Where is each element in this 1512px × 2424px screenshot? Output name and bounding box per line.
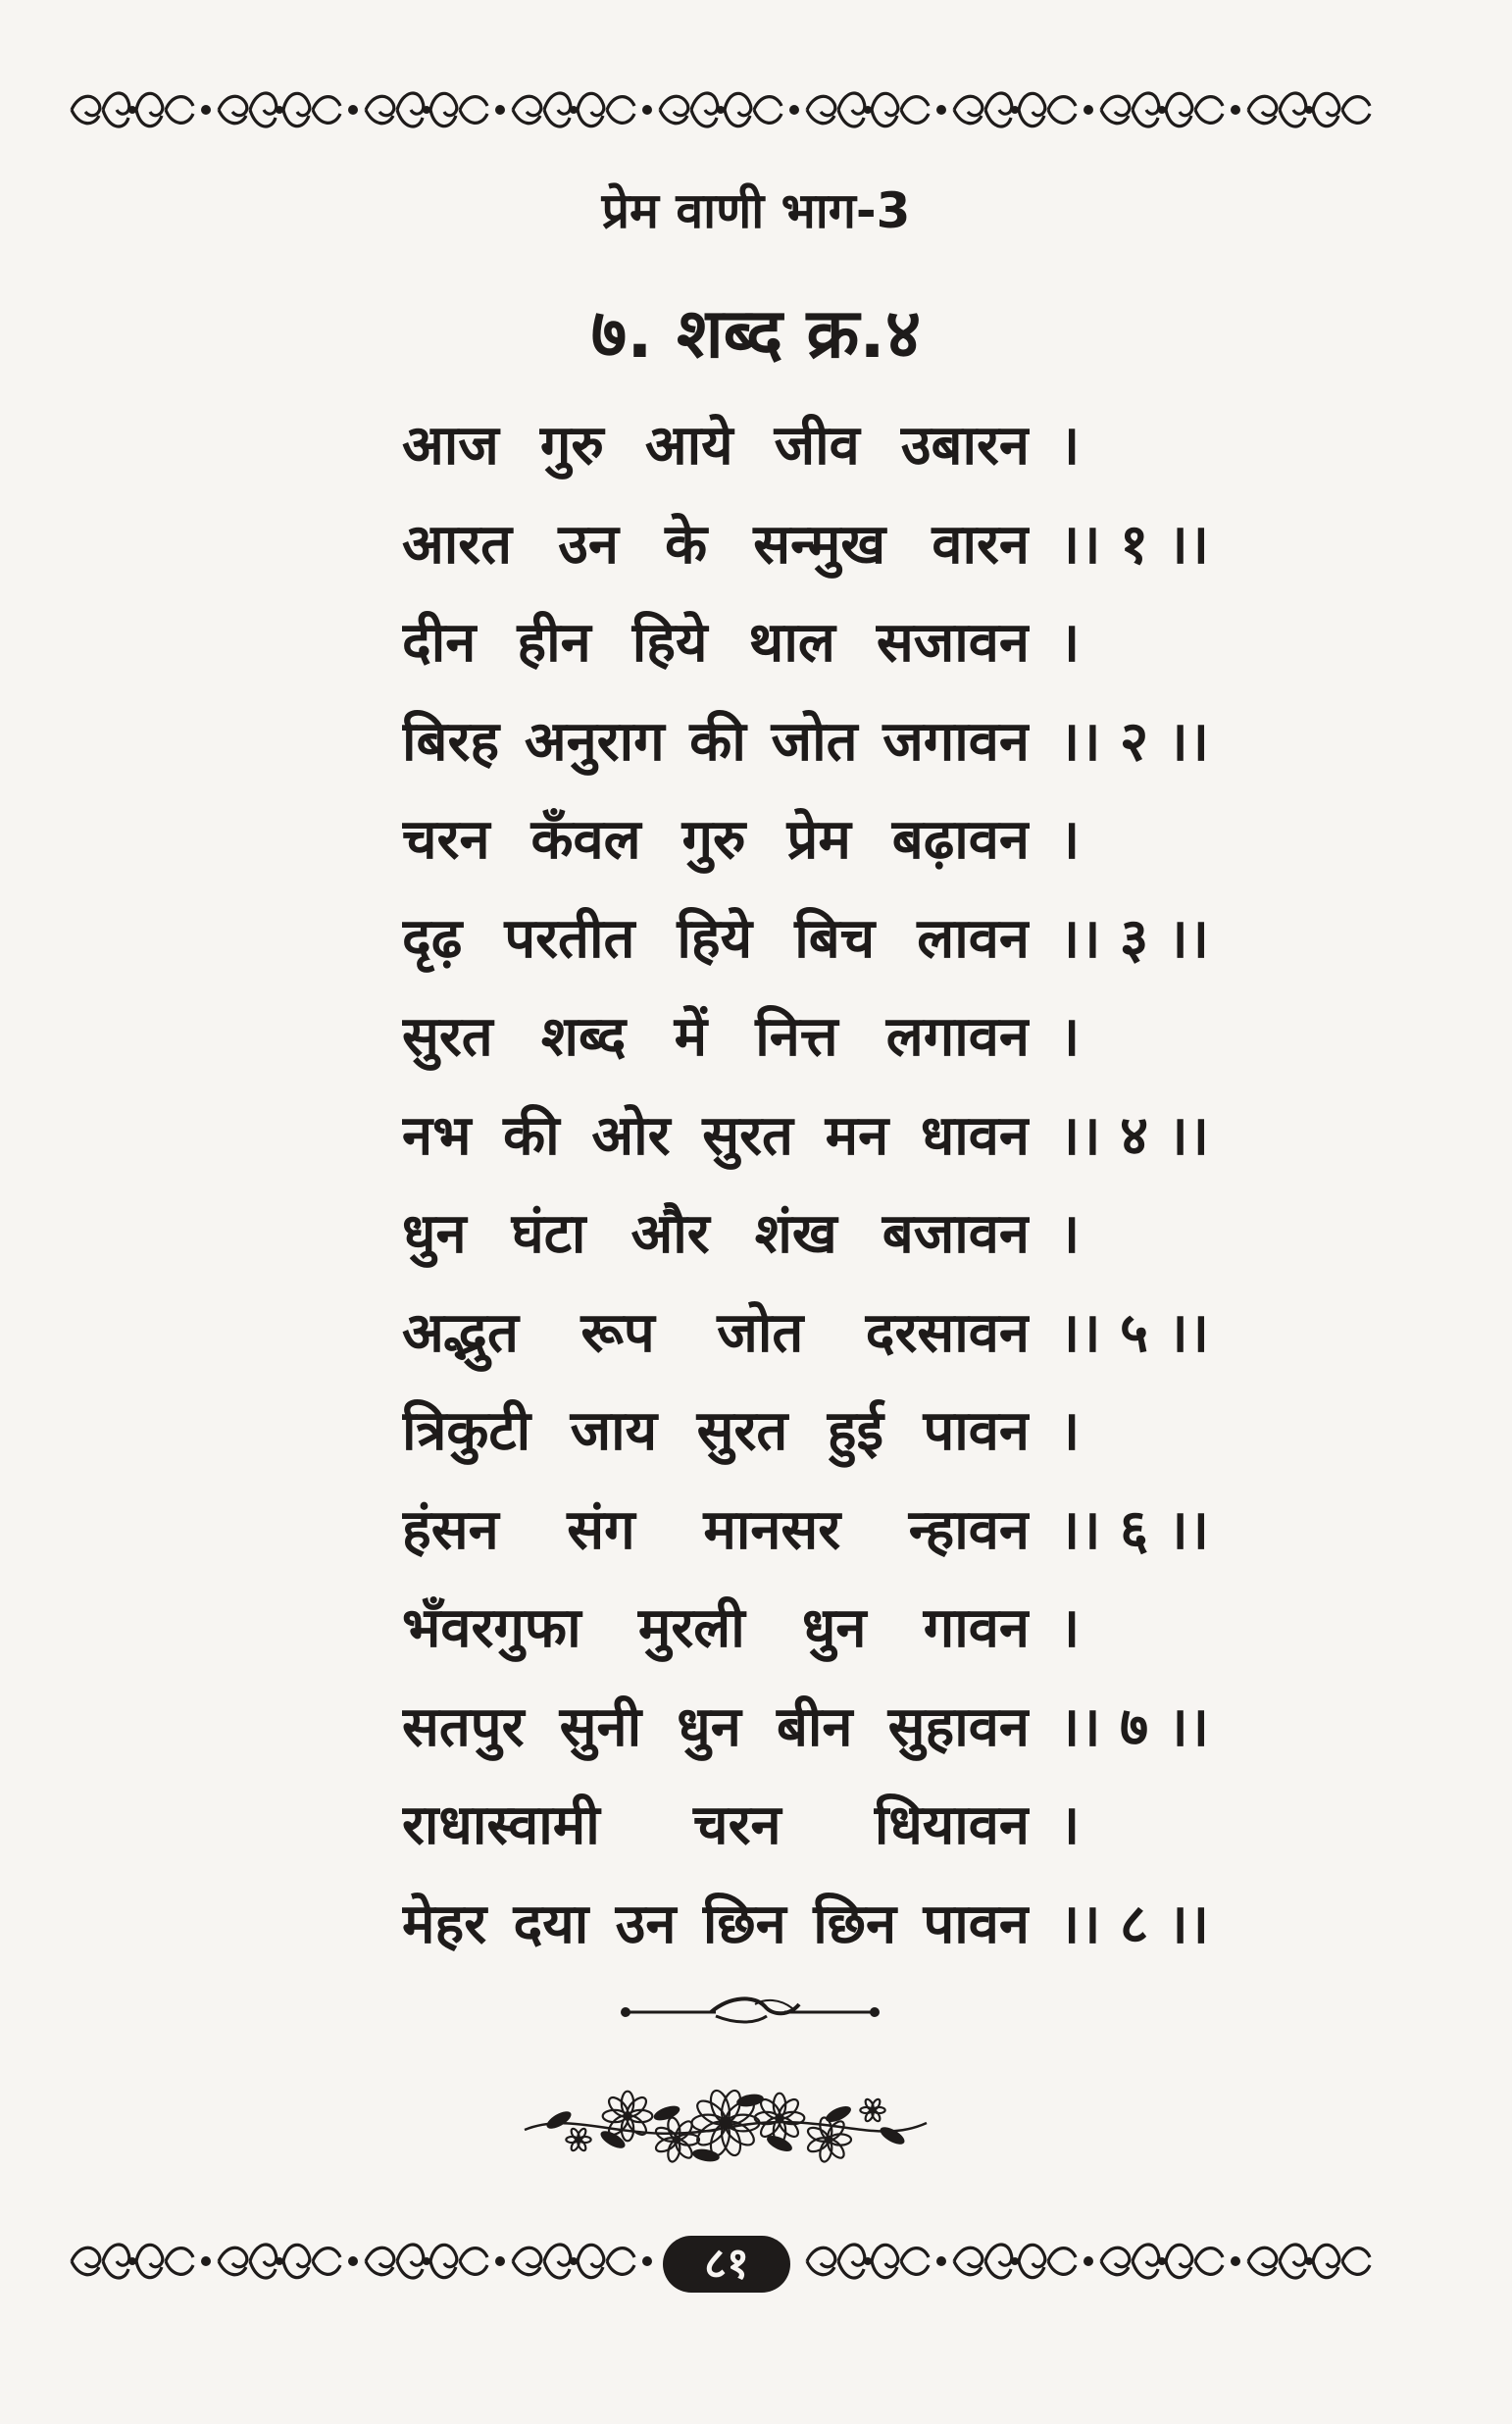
border-dot (1231, 2256, 1240, 2266)
verse-list (402, 397, 1216, 1974)
verse-marker: ।। १ ।। (1059, 512, 1210, 577)
verse-marker: ।। ४ ।। (1059, 1103, 1210, 1168)
verse-line (402, 1876, 1216, 1975)
floral-ornament (520, 2079, 932, 2172)
border-dot (1084, 105, 1093, 115)
border-dot (495, 2256, 505, 2266)
verse-marker: । (1059, 1005, 1081, 1069)
border-motif (513, 93, 634, 126)
border-motif (1248, 2245, 1370, 2278)
verse-text: दृढ़ परतीत हिये बिच लावन (402, 906, 1030, 971)
verse-line (402, 1580, 1216, 1679)
verse-marker: ।। ६ ।। (1059, 1497, 1210, 1562)
top-ornamental-border (59, 71, 1383, 149)
border-dot (201, 2256, 211, 2266)
verse-line (402, 1679, 1216, 1778)
verse-marker: । (1059, 1399, 1081, 1463)
verse-line (402, 1383, 1216, 1482)
verse-text: दीन हीन हिये थाल सजावन (402, 611, 1030, 675)
verse-marker: । (1059, 1596, 1081, 1660)
verse-line (402, 890, 1216, 989)
border-motif (1248, 93, 1370, 126)
verse-text: अद्भुत रूप जोत दरसावन (402, 1300, 1030, 1365)
flower (566, 2128, 590, 2152)
verse-line (402, 496, 1216, 595)
border-dot (936, 105, 946, 115)
border-dot (789, 105, 799, 115)
border-motif (1101, 93, 1223, 126)
flower (603, 2092, 653, 2142)
verse-marker: । (1059, 808, 1081, 872)
border-motif (807, 2245, 929, 2278)
border-motif (954, 2245, 1076, 2278)
verse-line (402, 397, 1216, 496)
leaf (878, 2124, 907, 2147)
border-motif (807, 93, 929, 126)
verse-text: बिरह अनुराग की जोत जगावन (402, 709, 1030, 774)
verse-text: राधास्वामी चरन धियावन (402, 1793, 1030, 1857)
border-dot (1231, 105, 1240, 115)
border-dot (348, 105, 358, 115)
border-dot (348, 2256, 358, 2266)
border-dot (642, 105, 652, 115)
leaf (544, 2108, 574, 2132)
border-motif (72, 2245, 193, 2278)
verse-marker: ।। ७ ।। (1059, 1694, 1210, 1759)
border-motif (513, 2245, 634, 2278)
flower (755, 2094, 805, 2144)
divider-flourish (618, 1991, 882, 2030)
verse-text: सुरत शब्द में नित्त लगावन (402, 1005, 1030, 1069)
verse-line (402, 693, 1216, 792)
verse-line (402, 594, 1216, 693)
border-motif (219, 2245, 340, 2278)
section-title: ७. शब्द क्र.४ (590, 293, 922, 374)
border-motif (72, 93, 193, 126)
verse-text: मेहर दया उन छिन छिन पावन (402, 1892, 1030, 1956)
verse-marker: ।। ३ ।। (1059, 906, 1210, 971)
verse-text: सतपुर सुनी धुन बीन सुहावन (402, 1694, 1030, 1759)
verse-text: चरन कँवल गुरु प्रेम बढ़ावन (402, 808, 1030, 872)
verse-text: हंसन संग मानसर न्हावन (402, 1497, 1030, 1562)
verse-text: नभ की ओर सुरत मन धावन (402, 1103, 1030, 1168)
verse-line (402, 1777, 1216, 1876)
verse-line (402, 1285, 1216, 1384)
verse-line (402, 791, 1216, 890)
page-number-badge: ८१ (663, 2236, 790, 2293)
verse-marker: । (1059, 1202, 1081, 1266)
verse-text: आरत उन के सन्मुख वारन (402, 512, 1030, 577)
verse-line (402, 1186, 1216, 1285)
border-dot (201, 105, 211, 115)
verse-text: आज गुरु आये जीव उबारन (402, 414, 1030, 478)
border-motif (660, 93, 781, 126)
border-dot (642, 2256, 652, 2266)
border-dot (1084, 2256, 1093, 2266)
border-motif (954, 93, 1076, 126)
border-motif (366, 93, 487, 126)
verse-marker: । (1059, 1793, 1081, 1857)
verse-text: त्रिकुटी जाय सुरत हुई पावन (402, 1399, 1030, 1463)
verse-text: भँवरगुफा मुरली धुन गावन (402, 1596, 1030, 1660)
verse-line (402, 1087, 1216, 1187)
verse-marker: ।। २ ।। (1059, 709, 1210, 774)
verse-line (402, 1482, 1216, 1581)
border-motif (366, 2245, 487, 2278)
verse-marker: ।। ५ ।। (1059, 1300, 1210, 1365)
verse-marker: । (1059, 611, 1081, 675)
border-dot (936, 2256, 946, 2266)
verse-line (402, 988, 1216, 1087)
verse-marker: । (1059, 414, 1081, 478)
border-motif (1101, 2245, 1223, 2278)
verse-marker: ।। ८ ।। (1059, 1892, 1210, 1956)
border-motif (219, 93, 340, 126)
running-head: प्रेम वाणी भाग-3 (601, 182, 911, 239)
border-dot (495, 105, 505, 115)
verse-text: धुन घंटा और शंख बजावन (402, 1202, 1030, 1266)
flower (860, 2098, 884, 2123)
